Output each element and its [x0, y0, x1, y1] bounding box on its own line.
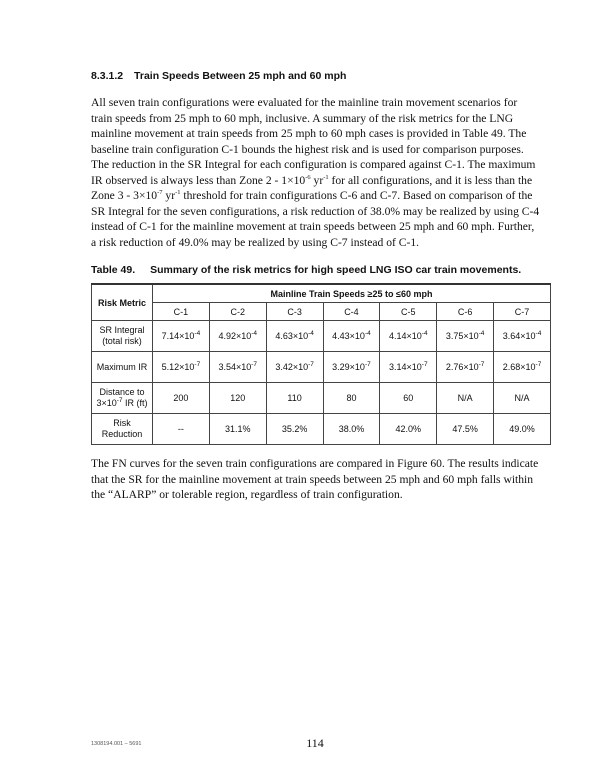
- cell-exponent: -4: [251, 330, 258, 337]
- page-number: 114: [306, 736, 324, 750]
- text-run: yr: [310, 173, 324, 187]
- section-number: 8.3.1.2: [91, 70, 124, 82]
- cell-value: 3.75×10: [445, 331, 479, 341]
- table-cell: 47.5%: [437, 414, 494, 445]
- superscript: -7: [116, 397, 123, 404]
- column-header: C-5: [380, 303, 437, 321]
- table-cell: 49.0%: [494, 414, 551, 445]
- row-label: [92, 321, 153, 352]
- text-run: yr: [162, 189, 176, 202]
- cell-exponent: -4: [535, 330, 542, 337]
- table-cell: 42.0%: [380, 414, 437, 445]
- cell-exponent: -7: [308, 361, 314, 368]
- table-caption-text: Summary of the risk metrics for high speed LNG ISO car train movements.: [150, 264, 522, 276]
- cell-exponent: -7: [478, 361, 485, 368]
- cell-value: 3.42×10: [275, 362, 309, 372]
- cell-value: 2.76×10: [445, 362, 479, 372]
- table-cell: [437, 352, 494, 383]
- row-label: [92, 383, 153, 414]
- text-run: for all configurations, and it is less than the Zone 3 - 3×10: [91, 173, 533, 202]
- cell-value: 4.43×10: [332, 331, 365, 341]
- table-cell: [380, 321, 437, 352]
- table-column-row: [92, 303, 551, 321]
- superscript: -1: [175, 189, 181, 197]
- text-run: threshold for train configurations C-6 and C-7. Based on comparison of the SR Integral for the seven configurations, a risk reduction of 38.0% may be realized by using C-4 instead of C-1 for the mainline movement at train speeds between 25 mph and 60 mph. Further, a risk reduction of 49.0% may be realized by using C-7 instead of C-1.: [91, 189, 540, 249]
- table-cell: [494, 352, 551, 383]
- cell-exponent: -7: [421, 361, 428, 368]
- cell-value: 4.14×10: [389, 331, 422, 341]
- cell-value: 4.63×10: [275, 331, 309, 341]
- row-label: [92, 352, 153, 383]
- row-header-cell: Risk Metric: [92, 284, 153, 321]
- cell-value: 2.68×10: [502, 362, 536, 372]
- cell-exponent: -4: [194, 330, 201, 337]
- table-cell: [494, 321, 551, 352]
- table-cell: [209, 352, 266, 383]
- table-cell: 80: [323, 383, 380, 414]
- table-cell: N/A: [437, 383, 494, 414]
- row-label-line: 3×10: [96, 398, 117, 408]
- cell-value: 3.64×10: [502, 331, 536, 341]
- cell-exponent: -7: [194, 361, 201, 368]
- paragraph-fn-curves: The FN curves for the seven train configurations are compared in Figure 60. The results indicate that the SR for the mainline movement at train speeds between 25 mph and 60 mph falls within the “ALARP” or tolerable region, regardless of train configuration.: [91, 457, 539, 501]
- table-header-row: [92, 284, 551, 303]
- cell-exponent: -7: [535, 361, 542, 368]
- table-cell: [266, 352, 323, 383]
- table-row: [92, 321, 551, 352]
- table-cell: [209, 321, 266, 352]
- table-cell: 38.0%: [323, 414, 380, 445]
- text-run: All seven train configurations were evaluated for the mainline train movement scenarios for train speeds from 25 mph to 60 mph, inclusive. A summary of the risk metrics for the LNG mainline movement at train speeds from 25 mph to 60 mph cases is provided in Table 49. The baseline train configuration C-1 bounds the highest risk and is used for comparison purposes. The reduction in the SR Integral for each configuration is compared against C-1. The maximum IR observed is always less than Zone 2 - 1×10: [91, 96, 536, 187]
- row-label: [92, 414, 153, 445]
- row-label-line: Reduction: [101, 429, 143, 439]
- cell-exponent: -4: [478, 330, 485, 337]
- table-caption: [91, 264, 541, 276]
- table-cell: [380, 352, 437, 383]
- row-label-line: Risk: [113, 418, 131, 428]
- table-cell: [323, 352, 380, 383]
- cell-value: 3.54×10: [218, 362, 252, 372]
- row-label-line: (total risk): [102, 336, 142, 346]
- cell-exponent: -4: [308, 330, 314, 337]
- section-title: Train Speeds Between 25 mph and 60 mph: [134, 70, 347, 82]
- table-cell: 110: [266, 383, 323, 414]
- table-cell: [323, 321, 380, 352]
- table-row: [92, 383, 551, 414]
- table-cell: 200: [153, 383, 210, 414]
- table-row: [92, 414, 551, 445]
- superscript: -6: [305, 173, 311, 181]
- column-header: C-4: [323, 303, 380, 321]
- paragraph-intro: [91, 95, 541, 250]
- column-header: C-7: [494, 303, 551, 321]
- column-header: C-3: [266, 303, 323, 321]
- row-label-line: Maximum IR: [96, 361, 148, 372]
- row-label-line: SR Integral: [99, 325, 145, 335]
- table-cell: [437, 321, 494, 352]
- table-row: [92, 352, 551, 383]
- cell-value: 4.92×10: [218, 331, 252, 341]
- cell-exponent: -4: [364, 330, 371, 337]
- table-cell: [153, 321, 210, 352]
- table-caption-label: Table 49.: [91, 264, 136, 276]
- table-cell: 35.2%: [266, 414, 323, 445]
- superscript: -1: [323, 173, 329, 181]
- row-label-line: Distance to: [99, 387, 145, 397]
- superscript: -7: [157, 189, 163, 197]
- table-cell: --: [153, 414, 210, 445]
- risk-metrics-table: [91, 283, 551, 445]
- table-cell: 60: [380, 383, 437, 414]
- cell-value: 3.29×10: [332, 362, 365, 372]
- table-cell: 120: [209, 383, 266, 414]
- cell-value: 3.14×10: [389, 362, 422, 372]
- document-id: 1308194.001 – 5691: [91, 741, 142, 747]
- column-header: C-6: [437, 303, 494, 321]
- column-header: C-2: [209, 303, 266, 321]
- cell-value: 7.14×10: [161, 331, 195, 341]
- group-header-cell: Mainline Train Speeds ≥25 to ≤60 mph: [153, 284, 551, 303]
- cell-exponent: -7: [251, 361, 258, 368]
- section-heading: [91, 70, 346, 82]
- cell-exponent: -4: [421, 330, 428, 337]
- table-cell: N/A: [494, 383, 551, 414]
- row-label-line: IR (ft): [122, 398, 148, 408]
- column-header: C-1: [153, 303, 210, 321]
- cell-value: 5.12×10: [161, 362, 195, 372]
- table-cell: [266, 321, 323, 352]
- table-cell: 31.1%: [209, 414, 266, 445]
- cell-exponent: -7: [364, 361, 371, 368]
- table-cell: [153, 352, 210, 383]
